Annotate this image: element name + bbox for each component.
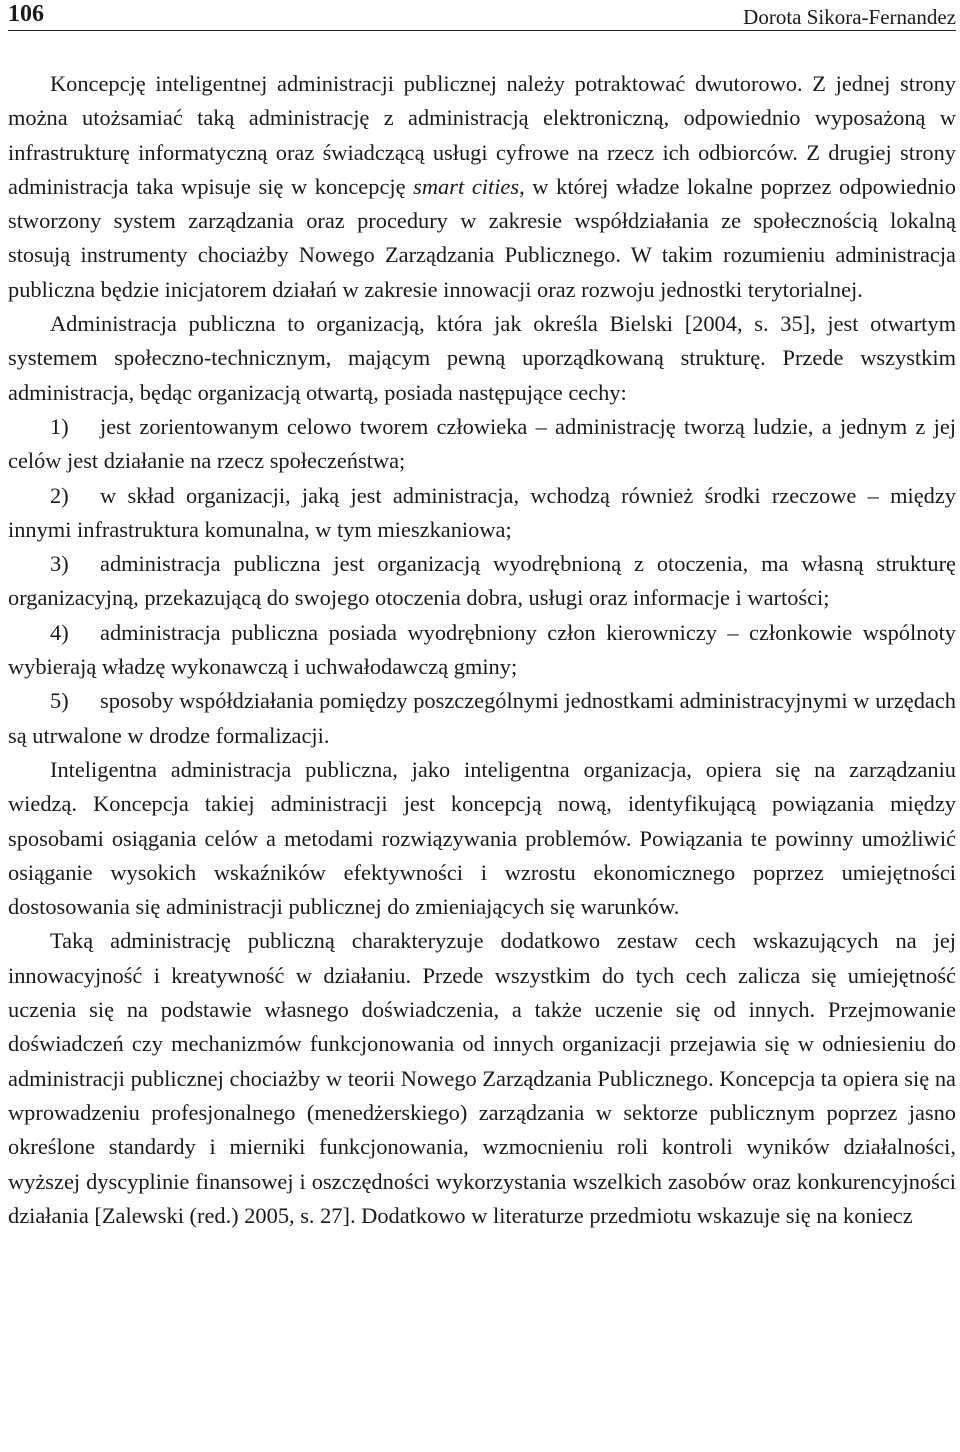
paragraph-1-text-b: , w której władze lokalne poprzez odpowiednio stworzony system zarządzania oraz procedury w zakresie współdziałania ze społecznością lokalną stosują instrumenty chociażby Nowego Zarządzania Publicznego. W takim rozumieniu administracja publiczna będzie inicjatorem działań w zakresie innowacji oraz rozwoju jednostki terytorialnej. [8,173,956,302]
running-head-author: Dorota Sikora-Fernandez [743,5,956,29]
list-item-2 [8,479,956,548]
list-item-3 [8,547,956,616]
paragraph-4: Taką administrację publiczną charakteryzuje dodatkowo zestaw cech wskazujących na jej innowacyjność i kreatywność w działaniu. Przede wszystkim do tych cech zalicza się umiejętność uczenia się na podstawie własnego doświadczenia, a także uczenie się od innych. Przejmowanie doświadczeń czy mechanizmów funkcjonowania od innych organizacji przejawia się w odniesieniu do administracji publicznej chociażby w teorii Nowego Zarządzania Publicznego. Koncepcja ta opiera się na wprowadzeniu profesjonalnego (menedżerskiego) zarządzania w sektorze publicznym poprzez jasno określone standardy i mierniki funkcjonowania, wzmocnieniu roli kontroli wyników działalności, wyższej dyscyplinie finansowej i oszczędności wykorzystania wszelkich zasobów oraz konkurencyjności działania [Zalewski (red.) 2005, s. 27]. Dodatkowo w literaturze przedmiotu wskazuje się na koniecz [8,928,956,1228]
paragraph-2: Administracja publiczna to organizacją, która jak określa Bielski [2004, s. 35], jest otwartym systemem społeczno-technicznym, mającym pewną uporządkowaną strukturę. Przede wszystkim administracja, będąc organizacją otwartą, posiada następujące cechy: [8,311,956,405]
paragraph-1-italic-term: smart cities [413,173,520,199]
list-item-number: 2) [50,482,69,508]
list-item-5 [8,684,956,753]
list-item-number: 4) [50,619,69,645]
list-item-number: 5) [50,688,69,714]
page-header [8,0,956,31]
paragraph-1 [8,67,956,307]
list-item-number: 3) [50,551,69,577]
page-number: 106 [8,1,44,27]
list-item-number: 1) [50,413,69,439]
list-item-4 [8,616,956,685]
page-body [8,67,956,1233]
list-item-text: administracja publiczna posiada wyodrębniony człon kierowniczy – członkowie wspólnoty wybierają władzę wykonawczą i uchwałodawczą gminy; [8,619,956,680]
paragraph-1-text-a: Koncepcję inteligentnej administracji publicznej należy potraktować dwutorowo. Z jednej strony można utożsamiać taką administrację z administracją elektroniczną, odpowiednio wyposażoną w infrastrukturę informatyczną oraz świadczącą usługi cyfrowe na rzecz ich odbiorców. Z drugiej strony administracja taka wpisuje się w koncepcję [8,71,956,199]
paragraph-3: Inteligentna administracja publiczna, jako inteligentna organizacja, opiera się na zarządzaniu wiedzą. Koncepcja takiej administracji jest koncepcją nową, identyfikującą powiązania między sposobami osiągania celów a metodami rozwiązywania problemów. Powiązania te powinny umożliwić osiąganie wysokich wskaźników efektywności i wzrostu ekonomicznego poprzez umiejętności dostosowania się administracji publicznej do zmieniających się warunków. [8,756,956,920]
list-item-1 [8,410,956,479]
list-item-text: jest zorientowanym celowo tworem człowieka – administrację tworzą ludzie, a jednym z jej celów jest działanie na rzecz społeczeństwa; [8,413,956,474]
list-item-text: administracja publiczna jest organizacją wyodrębnioną z otoczenia, ma własną strukturę organizacyjną, przekazującą do swojego otoczenia dobra, usługi oraz informacje i wartości; [8,551,956,611]
list-item-text: w skład organizacji, jaką jest administracja, wchodzą również środki rzeczowe – między innymi infrastruktura komunalna, w tym mieszkaniowa; [8,482,956,542]
list-item-text: sposoby współdziałania pomiędzy poszczególnymi jednostkami administracyjnymi w urzędach są utrwalone w drodze formalizacji. [8,688,956,748]
